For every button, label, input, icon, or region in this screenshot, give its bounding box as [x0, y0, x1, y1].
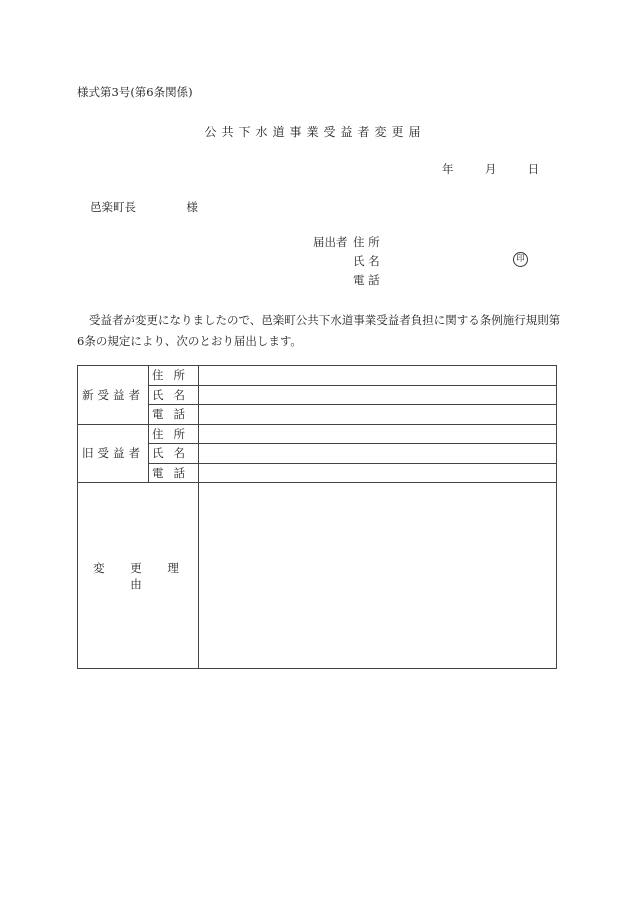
old-name-value: [199, 444, 557, 464]
old-address-label: 住所: [149, 424, 199, 444]
old-address-value: [199, 424, 557, 444]
change-reason-value: [199, 483, 557, 669]
new-phone-value: [199, 405, 557, 425]
table-row: [78, 405, 557, 425]
new-address-value: [199, 366, 557, 386]
document-title: 公共下水道事業受益者変更届: [204, 125, 426, 139]
new-name-label: 氏名: [149, 385, 199, 405]
applicant-heading: 届出者: [313, 235, 348, 249]
old-phone-value: [199, 463, 557, 483]
change-reason-label: [78, 483, 199, 669]
table-row: [78, 444, 557, 464]
table-row: [78, 483, 557, 669]
recipient-name: 邑楽町長: [90, 200, 136, 214]
recipient: [90, 199, 198, 215]
seal-mark: 印: [513, 252, 528, 267]
old-beneficiary-label: 旧受益者: [78, 424, 149, 483]
new-name-value: [199, 385, 557, 405]
applicant-address-label: 住 所: [353, 235, 380, 249]
new-beneficiary-label: 新受益者: [78, 366, 149, 425]
old-phone-label: 電話: [149, 463, 199, 483]
beneficiary-table: [77, 365, 557, 669]
change-reason-text: 変 更 理 由: [93, 560, 183, 591]
date-day: 日: [527, 162, 540, 176]
form-number: 様式第3号(第6条関係): [77, 85, 193, 99]
old-name-label: 氏名: [149, 444, 199, 464]
date-line: [442, 161, 539, 177]
date-year: 年: [442, 162, 454, 176]
new-address-label: 住所: [149, 366, 199, 386]
recipient-honorific: 様: [186, 200, 198, 214]
table-row: [78, 463, 557, 483]
table-row: [78, 385, 557, 405]
applicant-name-label: 氏 名: [353, 254, 380, 268]
applicant-block: [313, 235, 380, 288]
table-row: [78, 424, 557, 444]
applicant-phone-label: 電 話: [353, 273, 380, 287]
body-text: 受益者が変更になりましたので、邑楽町公共下水道事業受益者負担に関する条例施行規則第6条の規定により、次のとおり届出します。: [77, 313, 561, 348]
new-phone-label: 電話: [149, 405, 199, 425]
table-row: [78, 366, 557, 386]
date-month: 月: [484, 162, 497, 176]
